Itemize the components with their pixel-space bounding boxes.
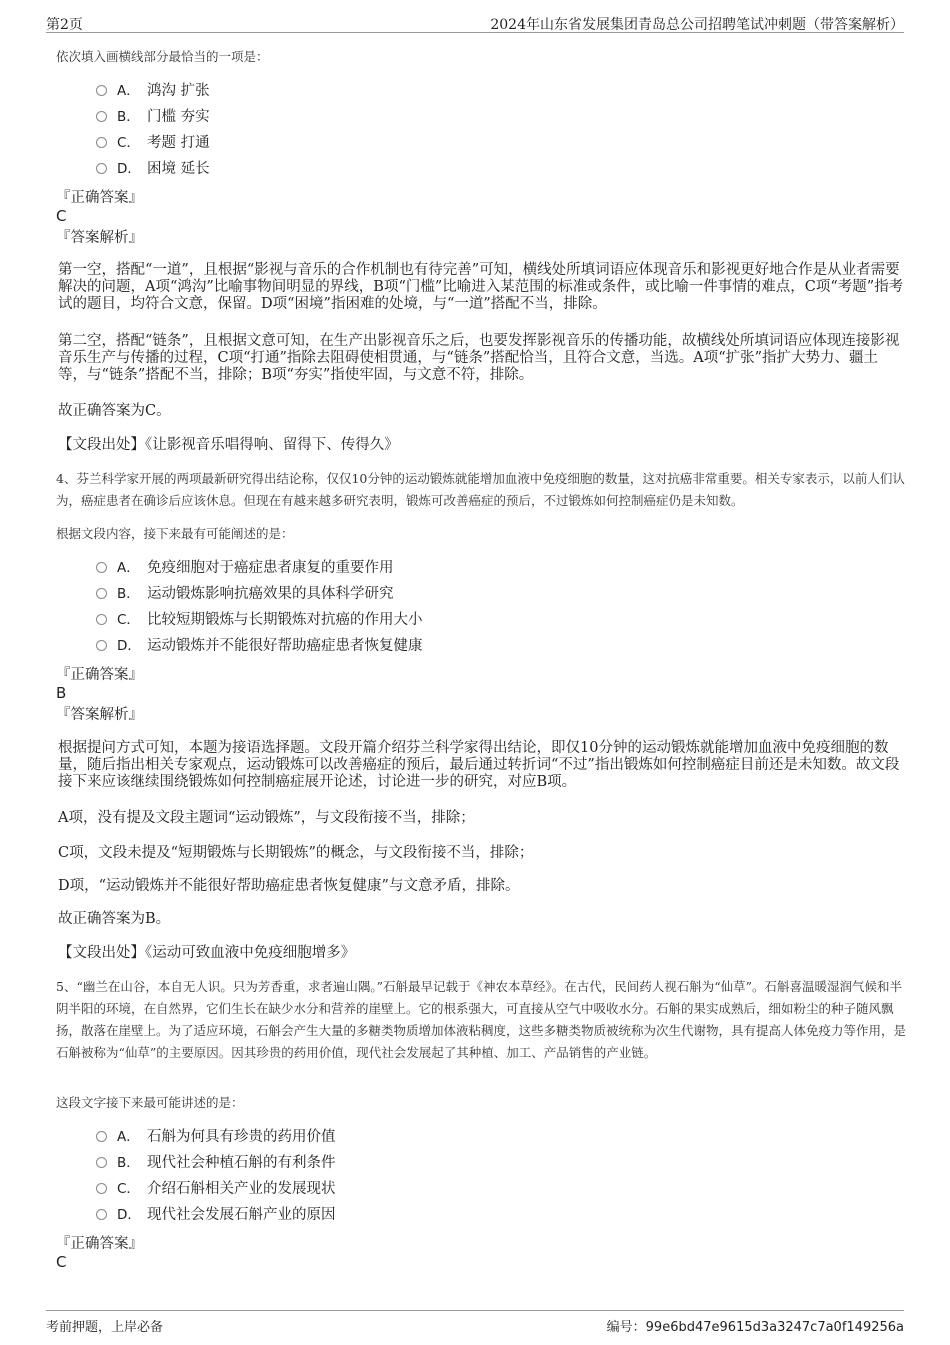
q4-option-c[interactable] xyxy=(96,609,423,631)
q5-answer: C xyxy=(56,1253,67,1271)
option-key: B． xyxy=(117,586,140,602)
q3-analysis-3: 故正确答案为C。 xyxy=(58,403,171,419)
radio-icon[interactable] xyxy=(96,1131,107,1142)
q3-option-b[interactable] xyxy=(96,106,210,128)
option-text: 鸿沟 扩张 xyxy=(147,83,210,99)
option-text: 运动锻炼并不能很好帮助癌症患者恢复健康 xyxy=(147,638,423,654)
radio-icon[interactable] xyxy=(96,588,107,599)
q3-analysis-1: 第一空，搭配“一道”，且根据“影视与音乐的合作机制也有待完善”可知，横线处所填词语应体现音乐和影视更好地合作是从业者需要解决的问题，A项“鸿沟”比喻事物间明显的界线，B项“门槛”比喻进入某范围的标准或条件，或比喻一件事情的难点，C项“考题”指考试的题目，均符合文意，保留。D项“困境”指困难的处境，与“一道”搭配不当，排除。 xyxy=(58,262,904,312)
option-key: A． xyxy=(117,560,140,576)
option-key: C． xyxy=(117,135,140,151)
page-number: 第2页 xyxy=(46,17,83,33)
option-key: A． xyxy=(117,1129,140,1145)
q4-analysis-4: D项，“运动锻炼并不能很好帮助癌症患者恢复健康”与文意矛盾，排除。 xyxy=(58,878,520,894)
option-text: 现代社会种植石斛的有利条件 xyxy=(147,1155,336,1171)
q3-answer-label: 『正确答案』 xyxy=(56,190,143,206)
q4-option-b[interactable] xyxy=(96,583,394,605)
option-text: 介绍石斛相关产业的发展现状 xyxy=(147,1181,336,1197)
option-key: D． xyxy=(117,161,141,177)
radio-icon[interactable] xyxy=(96,614,107,625)
option-text: 运动锻炼影响抗癌效果的具体科学研究 xyxy=(147,586,394,602)
option-text: 门槛 夯实 xyxy=(147,109,210,125)
option-key: C． xyxy=(117,612,140,628)
q3-analysis-2: 第二空，搭配“链条”，且根据文意可知，在生产出影视音乐之后，也要发挥影视音乐的传播功能，故横线处所填词语应体现连接影视音乐生产与传播的过程，C项“打通”指除去阻碍使相贯通，与“链条”搭配恰当，且符合文意，当选。A项“扩张”指扩大势力、疆土等，与“链条”搭配不当，排除；B项“夯实”指使牢固，与文意不符，排除。 xyxy=(58,333,900,383)
q4-source: 【文段出处】《运动可致血液中免疫细胞增多》 xyxy=(58,945,356,961)
q4-analysis-2: A项，没有提及文段主题词“运动锻炼”，与文段衔接不当，排除； xyxy=(58,810,475,826)
radio-icon[interactable] xyxy=(96,1209,107,1220)
option-key: D． xyxy=(117,638,141,654)
q5-option-b[interactable] xyxy=(96,1152,336,1174)
q5-prompt: 这段文字接下来最可能讲述的是： xyxy=(56,1095,244,1110)
page-footer xyxy=(46,1310,904,1339)
q3-prompt: 依次填入画横线部分最恰当的一项是： xyxy=(56,49,269,64)
option-key: C． xyxy=(117,1181,140,1197)
radio-icon[interactable] xyxy=(96,640,107,651)
option-key: D． xyxy=(117,1207,141,1223)
option-text: 困境 延长 xyxy=(147,161,210,177)
q4-answer: B xyxy=(56,684,67,702)
q4-stem: 4、芬兰科学家开展的两项最新研究得出结论称，仅仅10分钟的运动锻炼就能增加血液中免疫细胞的数量，这对抗癌非常重要。相关专家表示，以前人们认为，癌症患者在确诊后应该休息。但现在有越来越多研究表明，锻炼可改善癌症的预后，不过锻炼如何控制癌症仍是未知数。 xyxy=(56,471,905,508)
q4-option-d[interactable] xyxy=(96,635,423,657)
q3-option-a[interactable] xyxy=(96,80,210,102)
page-header xyxy=(46,12,904,33)
footer-serial xyxy=(607,1316,904,1335)
radio-icon[interactable] xyxy=(96,163,107,174)
q3-analysis-label: 『答案解析』 xyxy=(56,230,143,246)
q5-option-d[interactable] xyxy=(96,1204,336,1226)
document-title: 2024年山东省发展集团青岛总公司招聘笔试冲刺题（带答案解析） xyxy=(490,17,904,33)
q5-answer-label: 『正确答案』 xyxy=(56,1236,143,1252)
radio-icon[interactable] xyxy=(96,1183,107,1194)
q3-answer: C xyxy=(56,207,67,225)
footer-slogan: 考前押题，上岸必备 xyxy=(46,1320,164,1335)
q4-option-a[interactable] xyxy=(96,557,394,579)
q4-analysis-1: 根据提问方式可知，本题为接语选择题。文段开篇介绍芬兰科学家得出结论，即仅10分钟的运动锻炼就能增加血液中免疫细胞的数量，随后指出相关专家观点，运动锻炼可以改善癌症的预后，最后通过转折词“不过”指出锻炼如何控制癌症目前还是未知数。故文段接下来应该继续围绕锻炼如何控制癌症展开论述，讨论进一步的研究，对应B项。 xyxy=(58,740,900,790)
radio-icon[interactable] xyxy=(96,1157,107,1168)
option-text: 考题 打通 xyxy=(147,135,210,151)
q4-answer-label: 『正确答案』 xyxy=(56,667,143,683)
radio-icon[interactable] xyxy=(96,111,107,122)
q3-source: 【文段出处】《让影视音乐唱得响、留得下、传得久》 xyxy=(58,437,399,453)
q5-stem: 5、“幽兰在山谷，本自无人识。只为芳香重，求者遍山隅。”石斛最早记载于《神农本草经》。在古代，民间药人视石斛为“仙草”。石斛喜温暖湿润气候和半阴半阳的环境，在自然界，它们生长在缺少水分和营养的崖壁上。它的根系强大，可直接从空气中吸收水分。石斛的果实成熟后，细如粉尘的种子随风飘扬，散落在崖壁上。为了适应环境，石斛会产生大量的多糖类物质增加体液粘稠度，这些多糖类物质被统称为次生代谢物，具有提高人体免疫力等作用，是石斛被称为“仙草”的主要原因。因其珍贵的药用价值，现代社会发展起了其种植、加工、产品销售的产业链。 xyxy=(56,979,907,1060)
option-text: 石斛为何具有珍贵的药用价值 xyxy=(147,1129,336,1145)
serial-label: 编号： xyxy=(606,1320,646,1335)
q3-option-d[interactable] xyxy=(96,158,210,180)
option-key: B． xyxy=(117,109,140,125)
q4-analysis-label: 『答案解析』 xyxy=(56,707,143,723)
option-text: 比较短期锻炼与长期锻炼对抗癌的作用大小 xyxy=(147,612,423,628)
option-key: B． xyxy=(117,1155,140,1171)
q5-option-a[interactable] xyxy=(96,1126,336,1148)
radio-icon[interactable] xyxy=(96,137,107,148)
q4-prompt: 根据文段内容，接下来最有可能阐述的是： xyxy=(56,526,294,541)
option-key: A． xyxy=(117,83,140,99)
q4-analysis-3: C项，文段未提及“短期锻炼与长期锻炼”的概念，与文段衔接不当，排除； xyxy=(58,845,534,861)
radio-icon[interactable] xyxy=(96,85,107,96)
option-text: 免疫细胞对于癌症患者康复的重要作用 xyxy=(147,560,394,576)
q3-option-c[interactable] xyxy=(96,132,210,154)
serial-value: 99e6bd47e9615d3a3247c7a0f149256a xyxy=(645,1320,904,1335)
q5-option-c[interactable] xyxy=(96,1178,336,1200)
q4-analysis-5: 故正确答案为B。 xyxy=(58,911,171,927)
radio-icon[interactable] xyxy=(96,562,107,573)
option-text: 现代社会发展石斛产业的原因 xyxy=(147,1207,336,1223)
